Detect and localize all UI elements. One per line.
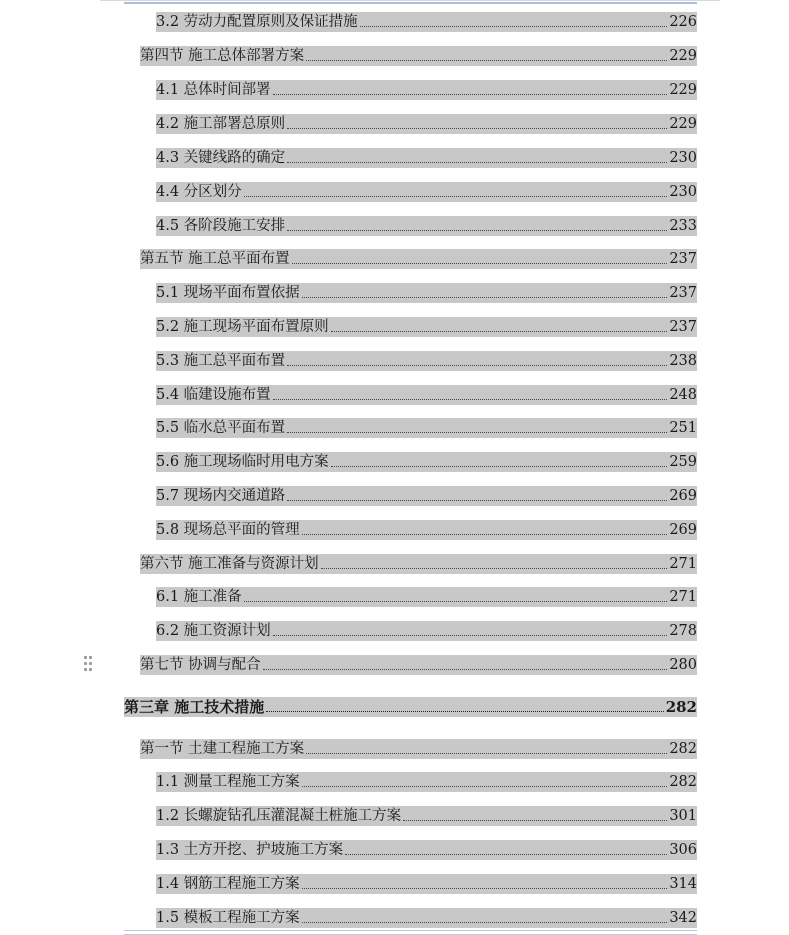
footer-rule [124, 930, 697, 935]
toc-entry-5-2[interactable] [156, 317, 697, 337]
toc-entry-section-7[interactable] [140, 655, 697, 675]
dot-leader [331, 465, 668, 467]
toc-entry-3-2[interactable] [156, 12, 697, 32]
toc-entry-5-1[interactable] [156, 283, 697, 303]
toc-page-number: 226 [669, 14, 697, 30]
dot-leader [273, 634, 668, 636]
dot-leader [306, 59, 667, 61]
toc-page-number: 233 [669, 218, 697, 234]
toc-entry-5-3[interactable] [156, 351, 697, 371]
dot-leader [345, 853, 667, 855]
toc-entry-title: 5.3 施工总平面布置 [156, 353, 286, 369]
toc-page-number: 237 [669, 251, 697, 267]
toc-page-number: 238 [669, 353, 697, 369]
toc-page-number: 269 [669, 522, 697, 538]
toc-page-number: 229 [669, 82, 697, 98]
toc-entry-section-4[interactable] [140, 46, 697, 66]
toc-page-number: 248 [669, 387, 697, 403]
toc-entry-section-5[interactable] [140, 249, 697, 269]
toc-page-number: 230 [669, 150, 697, 166]
toc-page-number: 342 [669, 910, 697, 926]
dot-leader [331, 330, 668, 332]
toc-entry-title: 4.2 施工部署总原则 [156, 116, 286, 132]
toc-entry-4-1[interactable] [156, 80, 697, 100]
toc-entry-5-4[interactable] [156, 385, 697, 405]
page-top-edge [100, 0, 720, 1]
toc-page-number: 271 [669, 556, 697, 572]
dot-leader [244, 195, 668, 197]
toc-entry-title: 第七节 协调与配合 [140, 657, 261, 673]
toc-page-number: 314 [669, 876, 697, 892]
toc-entry-title: 第四节 施工总体部署方案 [140, 48, 305, 64]
toc-entry-1-5[interactable] [156, 908, 697, 928]
toc-entry-title: 1.5 模板工程施工方案 [156, 910, 300, 926]
toc-page-number: 237 [669, 319, 697, 335]
toc-entry-1-3[interactable] [156, 840, 697, 860]
toc-entry-5-7[interactable] [156, 486, 697, 506]
toc-entry-title: 第三章 施工技术措施 [124, 698, 265, 716]
toc-page-number: 251 [669, 420, 697, 436]
dot-leader [273, 398, 668, 400]
dot-leader [244, 600, 668, 602]
toc-entry-1-4[interactable] [156, 874, 697, 894]
toc-entry-title: 3.2 劳动力配置原则及保证措施 [156, 14, 358, 30]
toc-entry-title: 4.1 总体时间部署 [156, 82, 271, 98]
toc-entry-title: 第五节 施工总平面布置 [140, 251, 290, 267]
toc-entry-title: 5.4 临建设施布置 [156, 387, 271, 403]
dot-leader [302, 887, 668, 889]
toc-entry-title: 5.1 现场平面布置依据 [156, 285, 300, 301]
toc-entry-title: 4.3 关键线路的确定 [156, 150, 286, 166]
dot-leader [360, 25, 668, 27]
toc-entry-title: 1.3 土方开挖、护坡施工方案 [156, 842, 344, 858]
toc-page-number: 282 [665, 698, 697, 716]
dot-leader [403, 819, 667, 821]
toc-entry-section-6[interactable] [140, 554, 697, 574]
toc-page-number: 229 [669, 48, 697, 64]
dot-leader [287, 161, 667, 163]
toc-entry-5-5[interactable] [156, 418, 697, 438]
toc-page-number: 280 [669, 657, 697, 673]
dot-leader [273, 93, 668, 95]
header-rule [124, 2, 697, 4]
toc-entry-title: 第一节 土建工程施工方案 [140, 741, 305, 757]
dot-leader [287, 127, 667, 129]
toc-entry-title: 6.1 施工准备 [156, 589, 242, 605]
toc-entry-title: 5.2 施工现场平面布置原则 [156, 319, 329, 335]
dot-leader [287, 229, 667, 231]
toc-entry-title: 1.4 钢筋工程施工方案 [156, 876, 300, 892]
toc-entry-1-1[interactable] [156, 772, 697, 792]
toc-page-number: 237 [669, 285, 697, 301]
toc-page-number: 269 [669, 488, 697, 504]
dot-leader [302, 785, 668, 787]
toc-page-number: 282 [669, 774, 697, 790]
toc-entry-title: 4.4 分区划分 [156, 184, 242, 200]
toc-entry-title: 6.2 施工资源计划 [156, 623, 271, 639]
toc-entry-chapter-3[interactable] [124, 697, 697, 717]
dot-leader [266, 710, 663, 712]
toc-entry-4-3[interactable] [156, 148, 697, 168]
dot-leader [263, 668, 668, 670]
drag-handle-icon[interactable] [84, 656, 94, 672]
toc-entry-4-4[interactable] [156, 182, 697, 202]
toc-entry-6-1[interactable] [156, 587, 697, 607]
toc-entry-4-2[interactable] [156, 114, 697, 134]
dot-leader [287, 499, 667, 501]
dot-leader [321, 567, 668, 569]
toc-entry-title: 5.7 现场内交通道路 [156, 488, 286, 504]
dot-leader [292, 262, 668, 264]
toc-entry-title: 第六节 施工准备与资源计划 [140, 556, 319, 572]
toc-entry-5-6[interactable] [156, 452, 697, 472]
toc-entry-6-2[interactable] [156, 621, 697, 641]
toc-entry-title: 5.6 施工现场临时用电方案 [156, 454, 329, 470]
toc-page-number: 229 [669, 116, 697, 132]
toc-page-number: 271 [669, 589, 697, 605]
dot-leader [302, 533, 668, 535]
dot-leader [302, 921, 668, 923]
toc-entry-title: 5.5 临水总平面布置 [156, 420, 286, 436]
dot-leader [306, 752, 667, 754]
toc-entry-section-1[interactable] [140, 739, 697, 759]
toc-entry-title: 5.8 现场总平面的管理 [156, 522, 300, 538]
toc-page-number: 282 [669, 741, 697, 757]
dot-leader [287, 364, 667, 366]
toc-entry-title: 4.5 各阶段施工安排 [156, 218, 286, 234]
toc-page-number: 306 [669, 842, 697, 858]
dot-leader [287, 431, 667, 433]
toc-entry-title: 1.1 测量工程施工方案 [156, 774, 300, 790]
toc-page-number: 259 [669, 454, 697, 470]
toc-entry-title: 1.2 长螺旋钻孔压灌混凝土桩施工方案 [156, 808, 402, 824]
toc-entry-5-8[interactable] [156, 520, 697, 540]
dot-leader [302, 296, 668, 298]
toc-page-number: 278 [669, 623, 697, 639]
toc-entry-1-2[interactable] [156, 806, 697, 826]
toc-page-number: 230 [669, 184, 697, 200]
toc-page-number: 301 [669, 808, 697, 824]
toc-entry-4-5[interactable] [156, 216, 697, 236]
